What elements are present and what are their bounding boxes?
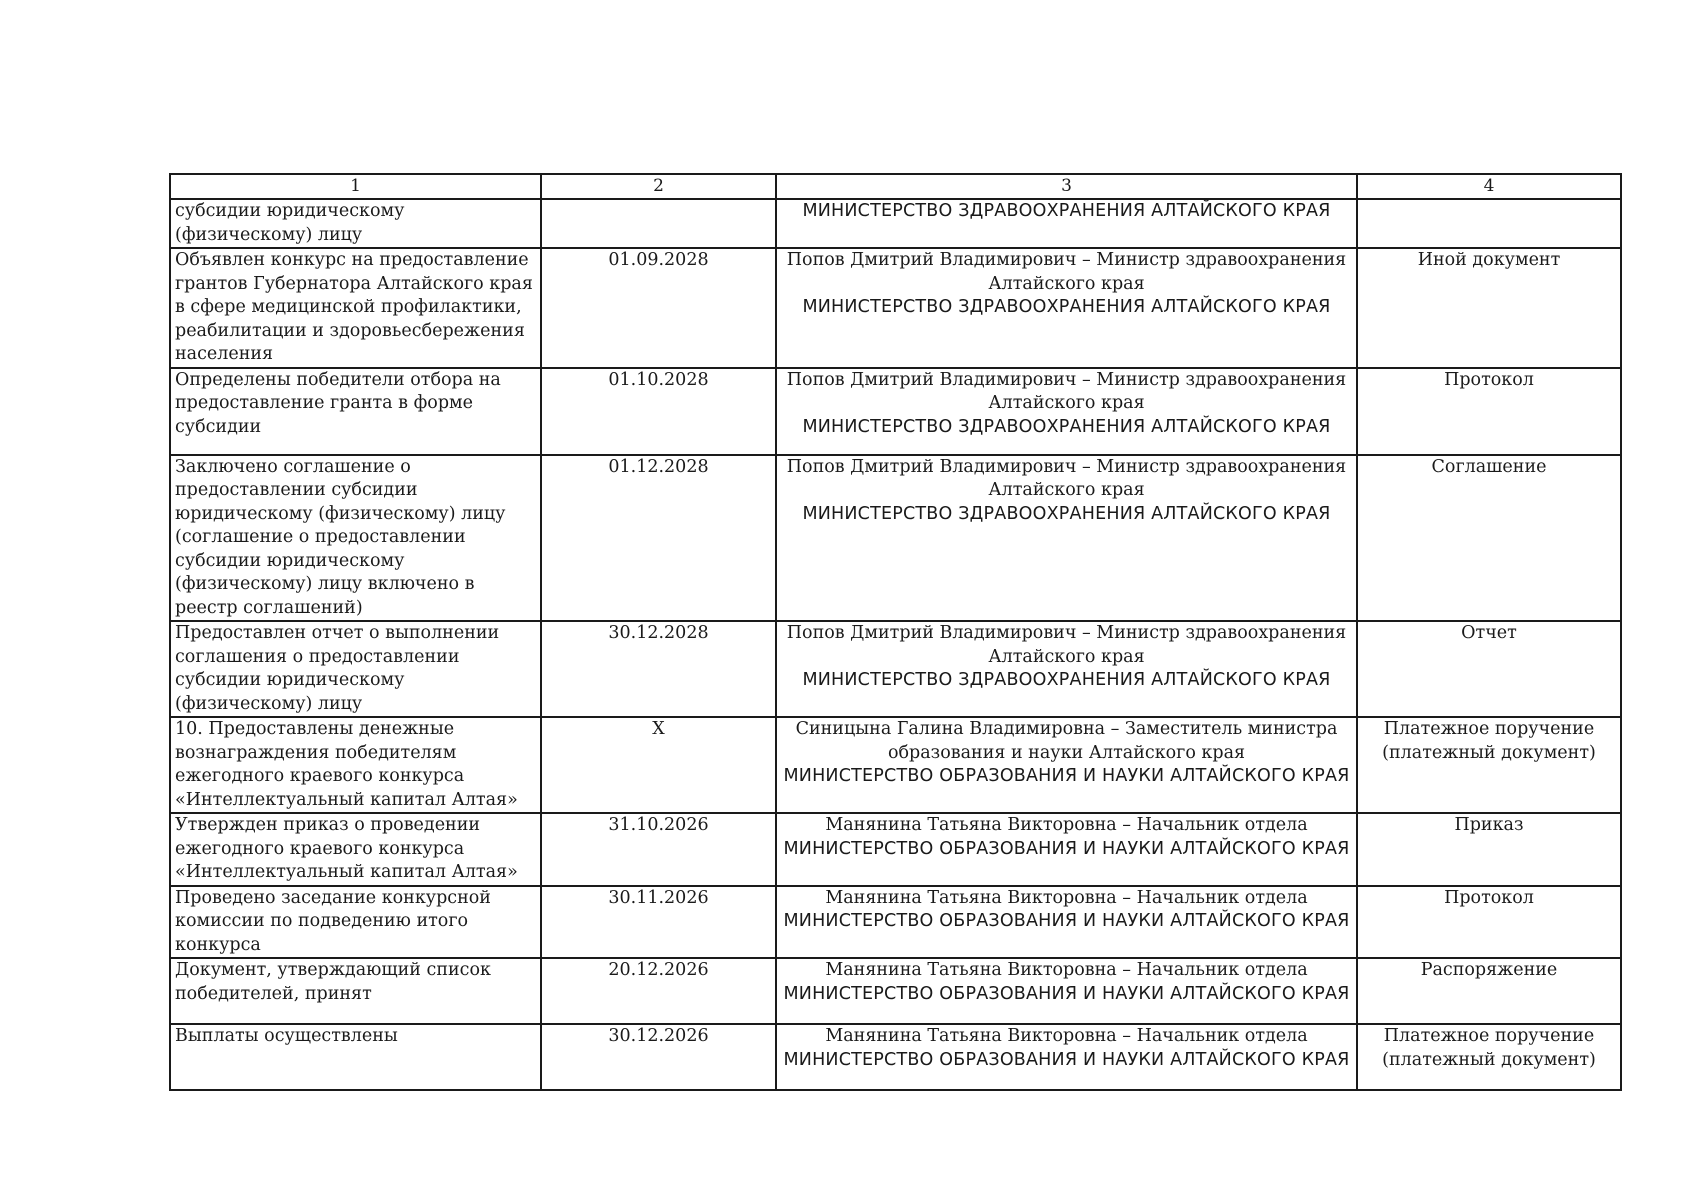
table-row <box>170 455 1621 622</box>
table-body <box>170 199 1621 1090</box>
responsible-person: Манянина Татьяна Викторовна – Начальник отдела <box>825 815 1308 835</box>
responsible-organization: МИНИСТЕРСТВО ОБРАЗОВАНИЯ И НАУКИ АЛТАЙСКОГО КРАЯ <box>783 911 1350 931</box>
document-type-cell: Платежное поручение (платежный документ) <box>1357 717 1621 813</box>
event-description-cell: Утвержден приказ о проведении ежегодного краевого конкурса «Интеллектуальный капитал Алтая» <box>170 813 541 886</box>
date-cell: 31.10.2026 <box>541 813 776 886</box>
responsible-person: Попов Дмитрий Владимирович – Министр здравоохранения Алтайского края <box>786 369 1347 413</box>
responsible-person: Манянина Татьяна Викторовна – Начальник отдела <box>825 960 1308 980</box>
table-row <box>170 813 1621 886</box>
date-cell: 20.12.2026 <box>541 958 776 1024</box>
event-description-cell: Документ, утверждающий список победителей, принят <box>170 958 541 1024</box>
document-type-cell: Приказ <box>1357 813 1621 886</box>
table-row <box>170 886 1621 959</box>
responsible-cell <box>776 813 1357 886</box>
event-description-cell: Выплаты осуществлены <box>170 1024 541 1090</box>
document-type-cell: Отчет <box>1357 621 1621 717</box>
responsible-cell <box>776 455 1357 622</box>
document-type-cell: Иной документ <box>1357 248 1621 368</box>
date-cell <box>541 199 776 248</box>
document-type-cell: Соглашение <box>1357 455 1621 622</box>
table-row <box>170 717 1621 813</box>
control-points-table <box>169 173 1622 1091</box>
responsible-organization: МИНИСТЕРСТВО ОБРАЗОВАНИЯ И НАУКИ АЛТАЙСКОГО КРАЯ <box>783 838 1350 859</box>
date-cell: 30.12.2028 <box>541 621 776 717</box>
responsible-person: Манянина Татьяна Викторовна – Начальник отдела <box>825 1026 1308 1046</box>
responsible-cell <box>776 368 1357 455</box>
table-row <box>170 368 1621 455</box>
table-row <box>170 248 1621 368</box>
table-row <box>170 621 1621 717</box>
document-type-cell: Протокол <box>1357 368 1621 455</box>
event-description-cell: Определены победители отбора на предоставление гранта в форме субсидии <box>170 368 541 455</box>
column-header-2: 2 <box>541 174 776 199</box>
event-description-cell: Объявлен конкурс на предоставление грантов Губернатора Алтайского края в сфере медицинской профилактики, реабилитации и здоровьесбережения населения <box>170 248 541 368</box>
responsible-cell <box>776 958 1357 1024</box>
responsible-cell <box>776 1024 1357 1090</box>
responsible-organization: МИНИСТЕРСТВО ЗДРАВООХРАНЕНИЯ АЛТАЙСКОГО КРАЯ <box>802 416 1331 437</box>
date-cell: 01.10.2028 <box>541 368 776 455</box>
responsible-person: Манянина Татьяна Викторовна – Начальник отдела <box>825 887 1308 908</box>
document-type-cell: Протокол <box>1357 886 1621 959</box>
event-description-cell: Предоставлен отчет о выполнении соглашения о предоставлении субсидии юридическому (физическому) лицу <box>170 621 541 717</box>
date-cell: 30.11.2026 <box>541 886 776 959</box>
event-description-cell: Заключено соглашение о предоставлении субсидии юридическому (физическому) лицу (соглашение о предоставлении субсидии юридическому (физическому) лицу включено в реестр соглашений) <box>170 455 541 622</box>
responsible-organization: МИНИСТЕРСТВО ЗДРАВООХРАНЕНИЯ АЛТАЙСКОГО КРАЯ <box>802 297 1331 317</box>
date-cell: X <box>541 717 776 813</box>
responsible-organization: МИНИСТЕРСТВО ЗДРАВООХРАНЕНИЯ АЛТАЙСКОГО КРАЯ <box>802 201 1331 221</box>
responsible-person: Синицына Галина Владимировна – Заместитель министра образования и науки Алтайского края <box>795 719 1338 763</box>
responsible-organization: МИНИСТЕРСТВО ОБРАЗОВАНИЯ И НАУКИ АЛТАЙСКОГО КРАЯ <box>783 766 1350 786</box>
event-description-cell: субсидии юридическому (физическому) лицу <box>170 199 541 248</box>
date-cell: 01.09.2028 <box>541 248 776 368</box>
responsible-cell <box>776 199 1357 248</box>
table-row <box>170 1024 1621 1090</box>
responsible-cell <box>776 886 1357 959</box>
event-description-cell: Проведено заседание конкурсной комиссии по подведению итого конкурса <box>170 886 541 959</box>
responsible-organization: МИНИСТЕРСТВО ОБРАЗОВАНИЯ И НАУКИ АЛТАЙСКОГО КРАЯ <box>783 1049 1350 1070</box>
document-type-cell <box>1357 199 1621 248</box>
event-description-cell: 10. Предоставлены денежные вознаграждения победителям ежегодного краевого конкурса «Интеллектуальный капитал Алтая» <box>170 717 541 813</box>
document-type-cell: Распоряжение <box>1357 958 1621 1024</box>
responsible-person: Попов Дмитрий Владимирович – Министр здравоохранения Алтайского края <box>786 456 1347 500</box>
table-header <box>170 174 1621 199</box>
column-header-1: 1 <box>170 174 541 199</box>
column-header-4: 4 <box>1357 174 1621 199</box>
document-type-cell: Платежное поручение (платежный документ) <box>1357 1024 1621 1090</box>
date-cell: 01.12.2028 <box>541 455 776 622</box>
header-row <box>170 174 1621 199</box>
date-cell: 30.12.2026 <box>541 1024 776 1090</box>
responsible-cell <box>776 621 1357 717</box>
responsible-cell <box>776 717 1357 813</box>
table-row <box>170 958 1621 1024</box>
responsible-organization: МИНИСТЕРСТВО ЗДРАВООХРАНЕНИЯ АЛТАЙСКОГО КРАЯ <box>802 670 1331 690</box>
responsible-person: Попов Дмитрий Владимирович – Министр здравоохранения Алтайского края <box>786 623 1347 667</box>
responsible-cell <box>776 248 1357 368</box>
responsible-organization: МИНИСТЕРСТВО ЗДРАВООХРАНЕНИЯ АЛТАЙСКОГО КРАЯ <box>802 503 1331 524</box>
responsible-person: Попов Дмитрий Владимирович – Министр здравоохранения Алтайского края <box>786 250 1347 294</box>
responsible-organization: МИНИСТЕРСТВО ОБРАЗОВАНИЯ И НАУКИ АЛТАЙСКОГО КРАЯ <box>783 983 1350 1004</box>
column-header-3: 3 <box>776 174 1357 199</box>
table-row <box>170 199 1621 248</box>
